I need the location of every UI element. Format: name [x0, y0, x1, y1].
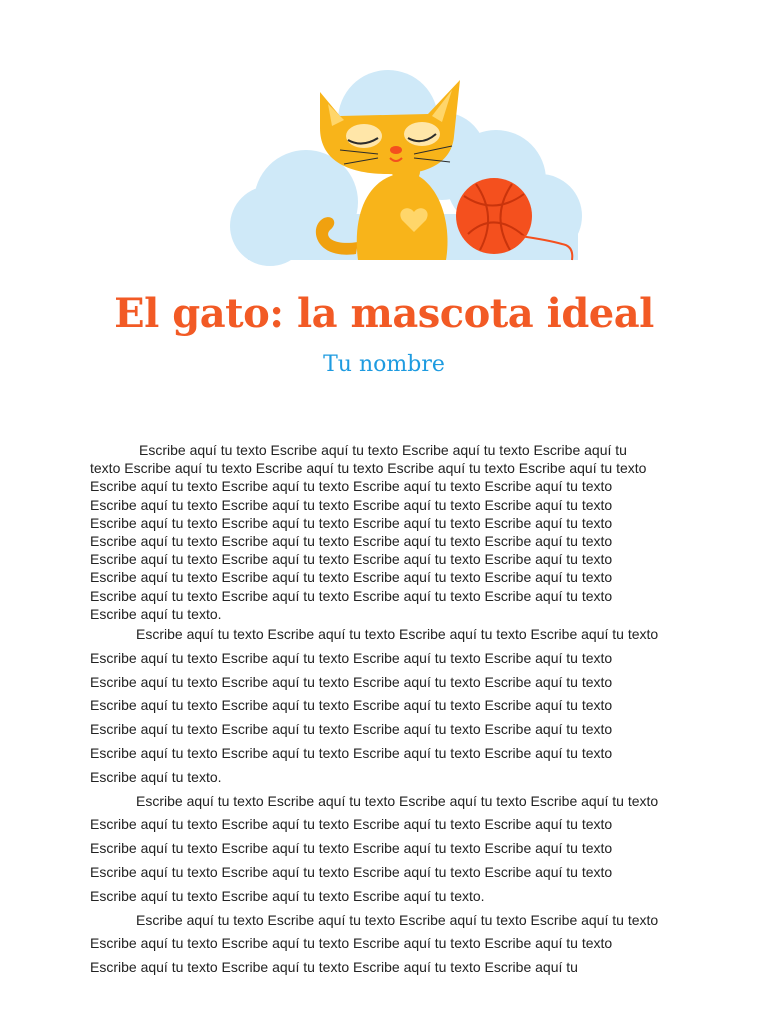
body-paragraph: Escribe aquí tu texto Escribe aquí tu texto Escribe aquí tu texto Escribe aquí tu texto Escribe aquí tu texto Escribe aquí tu texto Escribe aquí tu texto Escribe aquí tu texto Escribe aquí tu texto Escribe aquí tu texto Escribe aquí tu texto Escribe aquí tu: [90, 911, 659, 976]
cat-illustration: [228, 64, 584, 268]
body-paragraph: Escribe aquí tu texto Escribe aquí tu texto Escribe aquí tu texto Escribe aquí tu texto Escribe aquí tu texto Escribe aquí tu texto Escribe aquí tu texto Escribe aquí tu texto Escribe aquí tu texto Escribe aquí tu texto Escribe aquí tu texto Escribe aquí tu texto Escribe aquí tu texto Escribe aquí tu texto Escribe aquí tu texto Escribe aquí tu texto Escribe aquí tu texto Escribe aquí tu texto Escribe aquí tu texto Escribe aquí tu texto Escribe aquí tu texto Escribe aquí tu texto Escribe aquí tu texto Escribe aquí tu texto Escribe aquí tu texto Escribe aquí tu texto Escribe aquí tu texto Escribe aquí tu texto Escribe aquí tu texto Escribe aquí tu texto Escribe aquí tu texto Escribe aquí tu texto Escribe aquí tu texto Escribe aquí tu texto Escribe aquí tu texto Escribe aquí tu texto Escribe aquí tu texto.: [90, 442, 647, 622]
body-paragraph: Escribe aquí tu texto Escribe aquí tu texto Escribe aquí tu texto Escribe aquí tu texto Escribe aquí tu texto Escribe aquí tu texto Escribe aquí tu texto Escribe aquí tu texto Escribe aquí tu texto Escribe aquí tu texto Escribe aquí tu texto Escribe aquí tu texto Escribe aquí tu texto Escribe aquí tu texto Escribe aquí tu texto Escribe aquí tu texto Escribe aquí tu texto Escribe aquí tu texto Escribe aquí tu texto.: [90, 792, 659, 904]
body-paragraph: Escribe aquí tu texto Escribe aquí tu texto Escribe aquí tu texto Escribe aquí tu texto Escribe aquí tu texto Escribe aquí tu texto Escribe aquí tu texto Escribe aquí tu texto Escribe aquí tu texto Escribe aquí tu texto Escribe aquí tu texto Escribe aquí tu texto Escribe aquí tu texto Escribe aquí tu texto Escribe aquí tu texto Escribe aquí tu texto Escribe aquí tu texto Escribe aquí tu texto Escribe aquí tu texto Escribe aquí tu texto Escribe aquí tu texto Escribe aquí tu texto Escribe aquí tu texto Escribe aquí tu texto Escribe aquí tu texto.: [90, 626, 659, 785]
cat-with-yarn-ball-icon: [228, 64, 584, 268]
document-title: El gato: la mascota ideal: [114, 290, 654, 337]
document-body: [90, 441, 660, 980]
author-name: Tu nombre: [323, 352, 445, 377]
